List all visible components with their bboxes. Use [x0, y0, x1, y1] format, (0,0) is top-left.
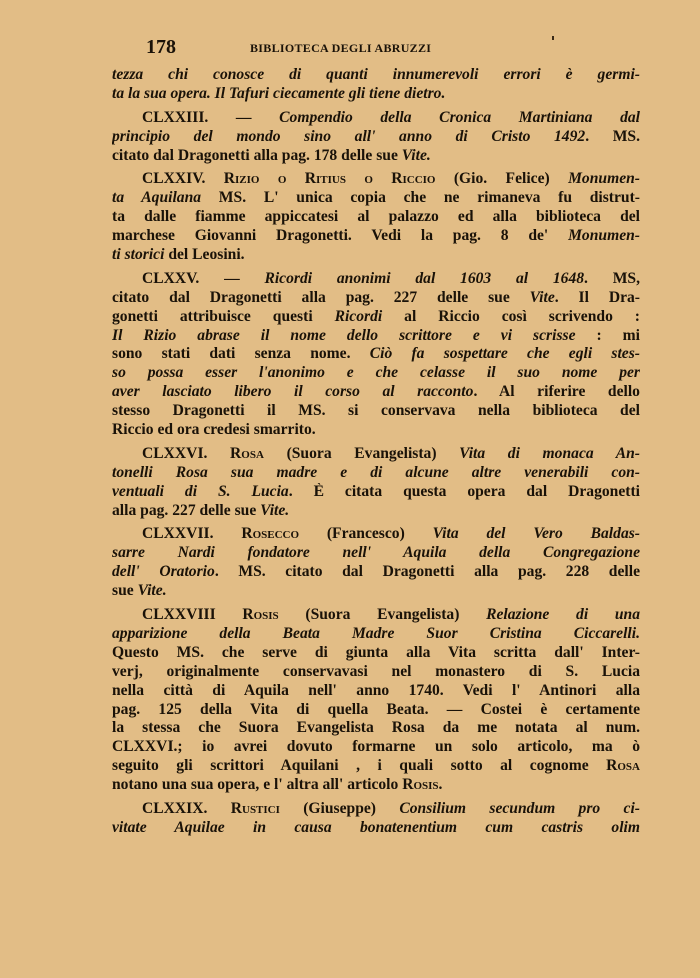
text-run: : mi [575, 326, 640, 344]
italic-text: ti storici [112, 246, 165, 264]
text-run: CLXXIV. [142, 170, 224, 188]
text-run: (Suora Evangelista) [263, 444, 460, 462]
text-run: . È citata questa opera dal Dragonetti [288, 482, 640, 500]
italic-text: Vita di monaca An- [459, 444, 640, 462]
text-line [112, 128, 640, 147]
text-line [112, 147, 640, 166]
text-run: verj, originalmente conservavasi nel monastero di S. Lucia [112, 662, 640, 680]
text-run: (Suora Evangelista) [278, 606, 487, 624]
italic-text: Ricordi anonimi dal 1603 al 1648 [264, 269, 585, 287]
text-run: CLXXVII. [142, 525, 242, 543]
author-name: Rustici [230, 799, 280, 817]
page-header [146, 36, 566, 60]
text-line [112, 85, 640, 104]
author-name: Rosis [242, 606, 279, 624]
author-name: Rosa [606, 757, 640, 775]
text-run: del Leosini. [164, 246, 245, 264]
text-line [112, 644, 640, 663]
text-line [112, 445, 640, 464]
italic-text: so possa esser l'anonimo e che celasse il suo nome per [112, 364, 640, 382]
author-name: Rosecco [241, 525, 300, 543]
page-body-text [112, 66, 640, 838]
author-name: Rizio o Ritius o Riccio [223, 170, 436, 188]
author-name: Rosis. [402, 776, 443, 794]
text-line [112, 383, 640, 402]
text-run: . Il Dra- [554, 288, 640, 306]
text-line [112, 701, 640, 720]
text-line [112, 738, 640, 757]
text-run: CLXXIX. [142, 799, 231, 817]
text-line [112, 327, 640, 346]
italic-text: ta la sua opera. Il Tafuri ciecamente gli tiene dietro. [112, 84, 446, 102]
text-run: . MS, [584, 269, 640, 287]
text-line [112, 402, 640, 421]
text-run: stesso Dragonetti il MS. si conservava nella biblioteca del [112, 402, 640, 420]
text-line [112, 170, 640, 189]
text-line [112, 421, 640, 440]
text-run: Riccio ed ora credesi smarrito. [112, 421, 316, 439]
page-number: 178 [146, 36, 176, 58]
text-run: al Riccio così scrivendo : [382, 307, 640, 325]
italic-text: apparizione della Beata Madre Suor Cristina Ciccarelli. [112, 624, 640, 642]
text-run: ta dalle fiamme appiccatesi al palazzo ed alla biblioteca del [112, 208, 640, 226]
text-run: . MS. [585, 127, 640, 145]
italic-text: dell' Oratorio [112, 563, 215, 581]
text-line [112, 757, 640, 776]
text-line [112, 563, 640, 582]
text-line [112, 544, 640, 563]
text-line [112, 308, 640, 327]
italic-text: Consilium secundum pro ci- [399, 799, 640, 817]
text-line [112, 719, 640, 738]
text-run: Questo MS. che serve di giunta alla Vita scritta dall' Inter- [112, 643, 640, 661]
text-line [112, 208, 640, 227]
text-line [112, 625, 640, 644]
text-line [112, 464, 640, 483]
italic-text: vitate Aquilae in causa bonatenentium cum castris olim [112, 818, 640, 836]
text-line [112, 227, 640, 246]
text-line [112, 819, 640, 838]
text-line [112, 189, 640, 208]
italic-text: Il Rizio abrase il nome dello scrittore e vi scrisse [112, 326, 576, 344]
text-run: notano una sua opera, e l' altra all' articolo [112, 776, 403, 794]
print-speck [552, 36, 554, 40]
italic-text: Compendio della Cronica Martiniana dal [279, 108, 640, 126]
text-run: CLXXVIII [142, 606, 243, 624]
italic-text: aver lasciato libero il corso al racconto [112, 383, 474, 401]
text-run: seguito gli scrittori Aquilani , i quali sotto al cognome [112, 757, 607, 775]
text-line [112, 525, 640, 544]
italic-text: Vite [529, 288, 555, 306]
text-line [112, 663, 640, 682]
italic-text: Vite. [401, 146, 431, 164]
italic-text: Vite. [260, 501, 290, 519]
text-line [112, 502, 640, 521]
text-run: (Francesco) [299, 525, 433, 543]
text-run: marchese Giovanni Dragonetti. Vedi la pag. 8 de' [112, 227, 569, 245]
text-run: sue [112, 582, 138, 600]
text-line [112, 800, 640, 819]
text-line [112, 109, 640, 128]
text-run: citato dal Dragonetti alla pag. 178 delle sue [112, 146, 402, 164]
text-run: (Giuseppe) [279, 799, 400, 817]
text-run: . Al riferire dello [473, 383, 640, 401]
italic-text: tezza chi conosce di quanti innumerevoli errori è germi- [112, 66, 640, 83]
text-run: pag. 125 della Vita di quella Beata. — Costei è certamente [112, 700, 640, 718]
italic-text: ventuali di S. Lucia [112, 482, 289, 500]
italic-text: ta Aquilana [112, 189, 202, 207]
text-line [112, 270, 640, 289]
text-run: CLXXIII. — [142, 108, 280, 126]
text-run: CLXXVI.; io avrei dovuto formarne un solo articolo, ma ò [112, 738, 640, 756]
text-run: nella città di Aquila nell' anno 1740. Vedi l' Antinori alla [112, 681, 640, 699]
text-line [112, 289, 640, 308]
italic-text: Monumen- [568, 170, 640, 188]
text-run: alla pag. 227 delle sue [112, 501, 261, 519]
italic-text: Ricordi [334, 307, 383, 325]
text-run: (Gio. Felice) [435, 170, 569, 188]
text-line [112, 483, 640, 502]
italic-text: principio del mondo sino all' anno di Cristo 1492 [112, 127, 586, 145]
italic-text: Vita del Vero Baldas- [432, 525, 640, 543]
text-line [112, 776, 640, 795]
text-run: CLXXVI. [142, 444, 231, 462]
author-name: Rosa [230, 444, 264, 462]
text-run: gonetti attribuisce questi [112, 307, 335, 325]
text-run: MS. L' unica copia che ne rimaneva fu distrut- [201, 189, 640, 207]
text-run: . MS. citato dal Dragonetti alla pag. 228 delle [214, 563, 640, 581]
italic-text: sarre Nardi fondatore nell' Aquila della Congregazione [112, 544, 640, 562]
italic-text: Vite. [137, 582, 167, 600]
text-run: la stessa che Suora Evangelista Rosa da me notata al num. [112, 719, 640, 737]
text-line [112, 66, 640, 85]
text-line [112, 246, 640, 265]
text-line [112, 345, 640, 364]
italic-text: Monumen- [568, 227, 640, 245]
text-run: sono stati dati senza nome. [112, 345, 370, 363]
italic-text: tonelli Rosa sua madre e di alcune altre venerabili con- [112, 463, 640, 481]
italic-text: Ciò fa sospettare che egli stes- [369, 345, 640, 363]
text-line [112, 582, 640, 601]
text-line [112, 606, 640, 625]
text-line [112, 682, 640, 701]
text-run: CLXXV. — [142, 269, 265, 287]
italic-text: Relazione di una [486, 606, 640, 624]
text-run: citato dal Dragonetti alla pag. 227 delle sue [112, 288, 530, 306]
text-line [112, 364, 640, 383]
running-title: BIBLIOTECA DEGLI ABRUZZI [250, 41, 432, 55]
